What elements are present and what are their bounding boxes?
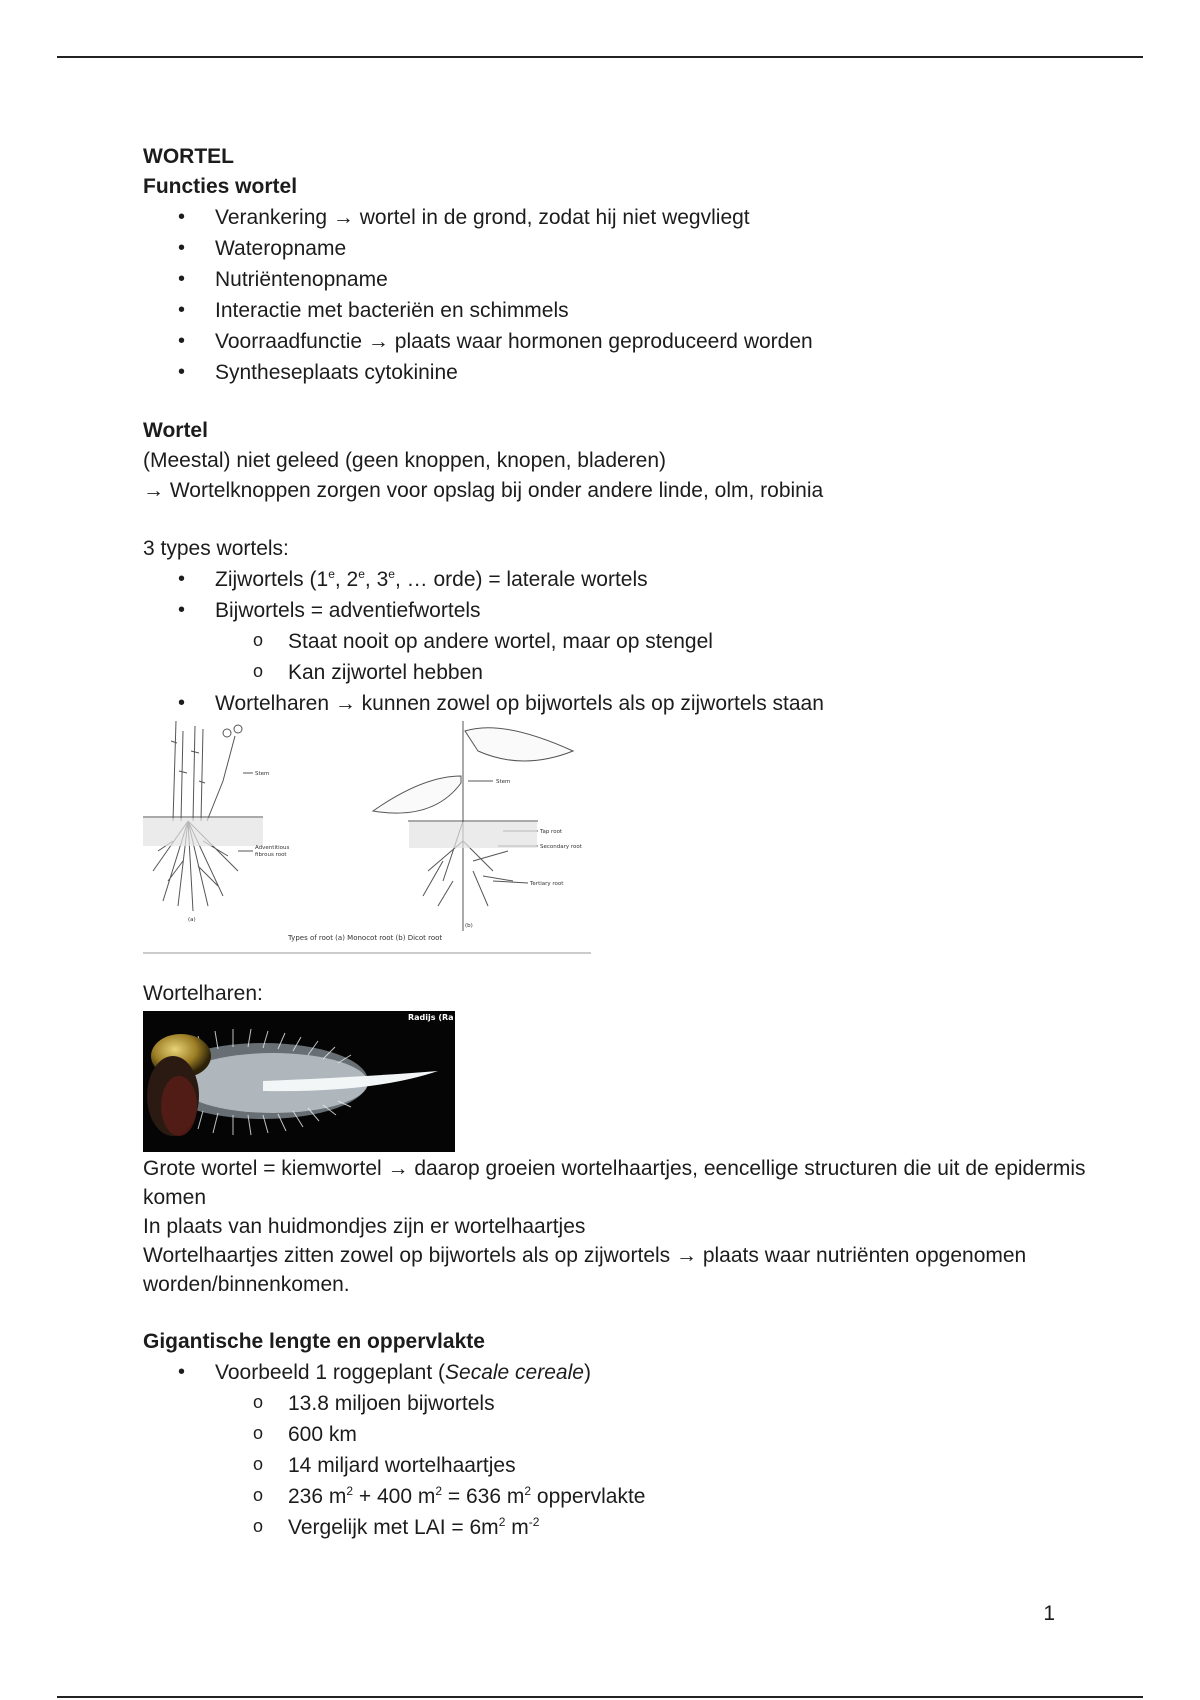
example-list	[143, 1357, 1103, 1543]
list-item: • Syntheseplaats cytokinine	[143, 357, 1103, 388]
list-item: • Verankering → wortel in de grond, zodat hij niet wegvliegt	[143, 202, 1103, 233]
list-item-example: • Voorbeeld 1 roggeplant (Secale cereale)	[143, 1357, 1103, 1388]
label-b: (b)	[465, 923, 473, 929]
paragraph-1: Grote wortel = kiemwortel → daarop groeien wortelhaartjes, eencellige structuren die uit de epidermis komen	[143, 1157, 1086, 1209]
wortel-line-2: → Wortelknoppen zorgen voor opslag bij onder andere linde, olm, robinia	[143, 479, 824, 502]
types-list	[143, 564, 1103, 719]
wortel-line-1: (Meestal) niet geleed (geen knoppen, knopen, bladeren)	[143, 449, 667, 472]
label-tertiary-root: Tertiary root	[530, 881, 564, 887]
label-adventitious: Adventitious	[255, 845, 290, 851]
list-item-wortelharen: • Wortelharen → kunnen zowel op bijwortels als op zijwortels staan	[143, 688, 1103, 719]
list-item: • Interactie met bacteriën en schimmels	[143, 295, 1103, 326]
footer-rule	[57, 1696, 1143, 1698]
list-item: • Voorraadfunctie → plaats waar hormonen geproduceerd worden	[143, 326, 1103, 357]
label-fibrous: fibrous root	[255, 852, 287, 858]
document-body	[143, 142, 1103, 1543]
functions-heading: Functies wortel	[143, 175, 298, 198]
sub-list-item: o 600 km	[143, 1419, 1103, 1450]
header-rule	[57, 56, 1143, 58]
gigantic-heading: Gigantische lengte en oppervlakte	[143, 1330, 485, 1353]
wortel-heading: Wortel	[143, 419, 208, 442]
sub-list-item: o 13.8 miljoen bijwortels	[143, 1388, 1103, 1419]
list-item-zijwortels: • Zijwortels (1e, 2e, 3e, … orde) = laterale wortels	[143, 564, 1103, 595]
label-stem-b: Stem	[496, 779, 511, 785]
wortelharen-label: Wortelharen:	[143, 982, 263, 1005]
label-secondary-root: Secondary root	[540, 844, 582, 850]
sub-list-item: o 14 miljard wortelhaartjes	[143, 1450, 1103, 1481]
list-item: • Wateropname	[143, 233, 1103, 264]
types-intro: 3 types wortels:	[143, 537, 289, 560]
label-stem-a: Stem	[255, 771, 270, 777]
label-a: (a)	[188, 917, 196, 923]
sub-list-item-lai: o Vergelijk met LAI = $6m^2$ $m^{-2}$	[143, 1512, 1103, 1543]
paragraph-3: Wortelhaartjes zitten zowel op bijwortels als op zijwortels → plaats waar nutriënten opgenomen worden/binnenkomen.	[143, 1244, 1027, 1296]
root-types-figure	[143, 721, 591, 955]
paragraph-2: In plaats van huidmondjes zijn er wortelhaartjes	[143, 1215, 586, 1238]
figure-caption: Types of root (a) Monocot root (b) Dicot root	[288, 934, 443, 942]
root-hairs-photo	[143, 1011, 455, 1152]
sub-list-item: o Staat nooit op andere wortel, maar op stengel	[143, 626, 1103, 657]
label-tap-root: Tap root	[540, 829, 563, 835]
sub-list-item-area: o 236 $m^2 + 400$ $m^2 = 636$ $m^2$ oppervlakte	[143, 1481, 1103, 1512]
root-hairs-image	[143, 1011, 455, 1152]
functions-list	[143, 202, 1103, 388]
list-item-bijwortels: • Bijwortels = adventiefwortels	[143, 595, 1103, 626]
list-item: • Nutriëntenopname	[143, 264, 1103, 295]
page-number: 1	[1043, 1602, 1055, 1625]
root-types-diagram	[143, 721, 591, 955]
photo-corner-text: Radijs (Ra	[408, 1013, 454, 1022]
sub-list-item: o Kan zijwortel hebben	[143, 657, 1103, 688]
page-title: WORTEL	[143, 145, 234, 168]
